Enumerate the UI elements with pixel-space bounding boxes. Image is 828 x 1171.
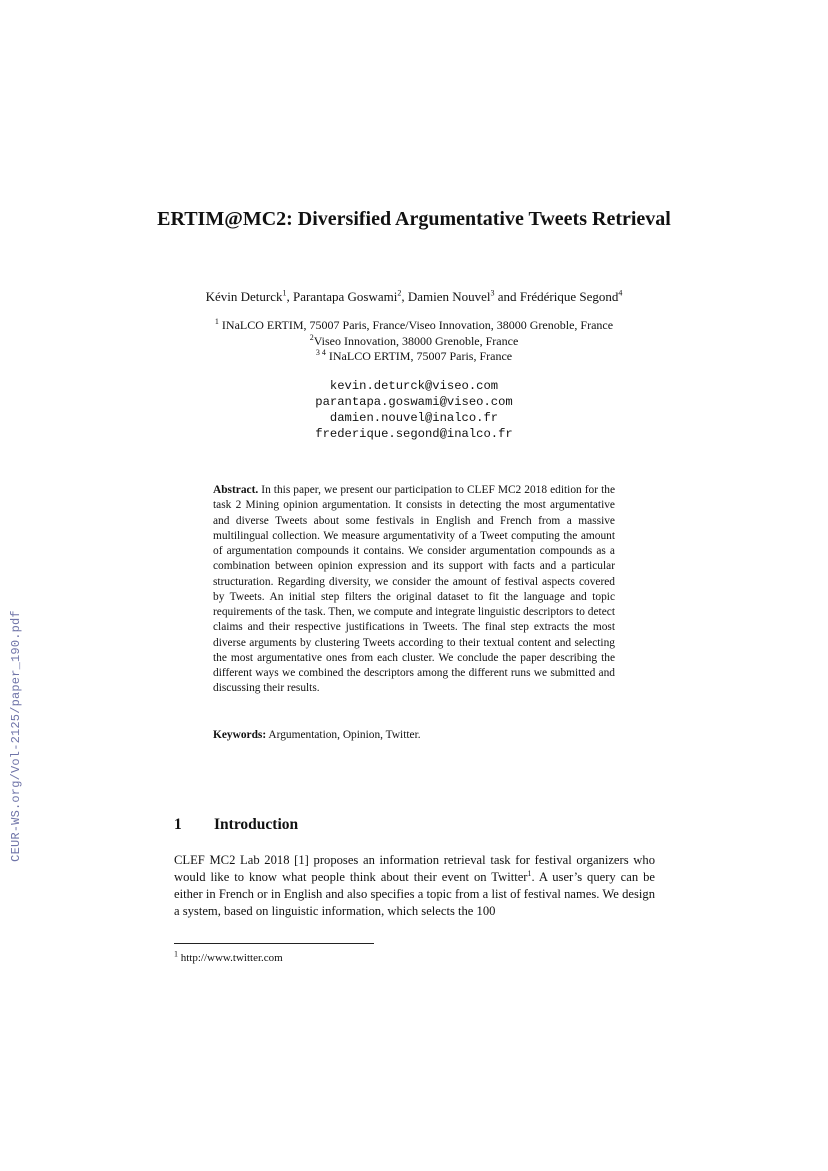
author-name: Parantapa Goswami [293, 289, 398, 304]
author-affil-mark: 1 [282, 288, 287, 298]
side-stamp-text: CEUR-WS.org/Vol-2125/paper_190.pdf [9, 609, 23, 862]
keywords-text: Argumentation, Opinion, Twitter. [266, 729, 421, 741]
section-heading [174, 815, 654, 835]
email-list [100, 378, 728, 442]
author-separator: , [286, 289, 294, 304]
author-separator: , [401, 289, 408, 304]
author-list [100, 288, 728, 306]
keywords [213, 728, 615, 743]
author-affil-mark: 3 [490, 288, 495, 298]
abstract-text: In this paper, we present our participation to CLEF MC2 2018 edition for the task 2 Mining opinion argumentation. It consists in detecting the most argumentative and diverse Tweets about some festivals in English and French from a massive multilingual collection. We measure argumentativity of a Tweet computing the amount of argumentation compounds it contains. We consider argumentation compounds as a combination between opinion expression and its support with facts and a particular structuration. Regarding diversity, we consider the amount of festival aspects covered by Tweets. An initial step filters the original dataset to fit the language and topic requirements of the task. Then, we compute and integrate linguistic descriptors to detect claims and their respective justifications in Tweets. The final step extracts the most diverse arguments by clustering Tweets according to their textual content and selecting the most argumentative ones from each cluster. We conclude the paper describing the different ways we combined the descriptors among the different runs we submitted and discussing their results. [213, 484, 615, 695]
abstract [213, 483, 615, 697]
email-address: kevin.deturck@viseo.com [329, 379, 499, 393]
affiliation-mark: 2 [309, 332, 314, 342]
abstract-label: Abstract. [213, 484, 259, 496]
keywords-label: Keywords: [213, 729, 267, 741]
footnote-ref: 1 [527, 868, 532, 878]
section-number: 1 [174, 816, 182, 833]
affiliation-text: Viseo Innovation, 38000 Grenoble, France [313, 333, 519, 348]
section-title: Introduction [214, 816, 299, 833]
author-name: Kévin Deturck [205, 289, 283, 304]
email-address: parantapa.goswami@viseo.com [315, 395, 513, 409]
affiliation-mark: 3 4 [315, 348, 326, 357]
affiliation-mark: 1 [214, 317, 219, 326]
intro-text: CLEF MC2 Lab 2018 [1] proposes an information retrieval task for festival organizers who would like to know what people think about their event on Twitter [174, 853, 655, 884]
footnote-rule [174, 943, 374, 944]
side-stamp [8, 598, 24, 873]
author-affil-mark: 2 [397, 288, 402, 298]
affiliation-line [100, 349, 728, 365]
email-address: frederique.segond@inalco.fr [315, 427, 513, 441]
paper-title: ERTIM@MC2: Diversified Argumentative Tweets Retrieval [157, 208, 671, 230]
author-name: Frédérique Segond [519, 289, 619, 304]
affiliation-line [100, 318, 728, 334]
email-address: damien.nouvel@inalco.fr [329, 411, 499, 425]
affiliation-list [100, 318, 728, 365]
footnote-text: http://www.twitter.com [178, 952, 283, 964]
author-separator: and [494, 289, 520, 304]
affiliation-text: INaLCO ERTIM, 75007 Paris, France [325, 349, 513, 363]
intro-text: . A user’s query can be either in French or in English and also specifies a topic from a list of festival names. We design a system, based on linguistic information, which selects the 100 [174, 870, 655, 918]
footnote-mark: 1 [174, 949, 178, 959]
author-name: Damien Nouvel [407, 289, 491, 304]
affiliation-line [100, 334, 728, 350]
author-affil-mark: 4 [618, 288, 623, 298]
footnote [174, 951, 654, 965]
affiliation-text: INaLCO ERTIM, 75007 Paris, France/Viseo Innovation, 38000 Grenoble, France [218, 318, 614, 332]
intro-paragraph [174, 852, 655, 920]
